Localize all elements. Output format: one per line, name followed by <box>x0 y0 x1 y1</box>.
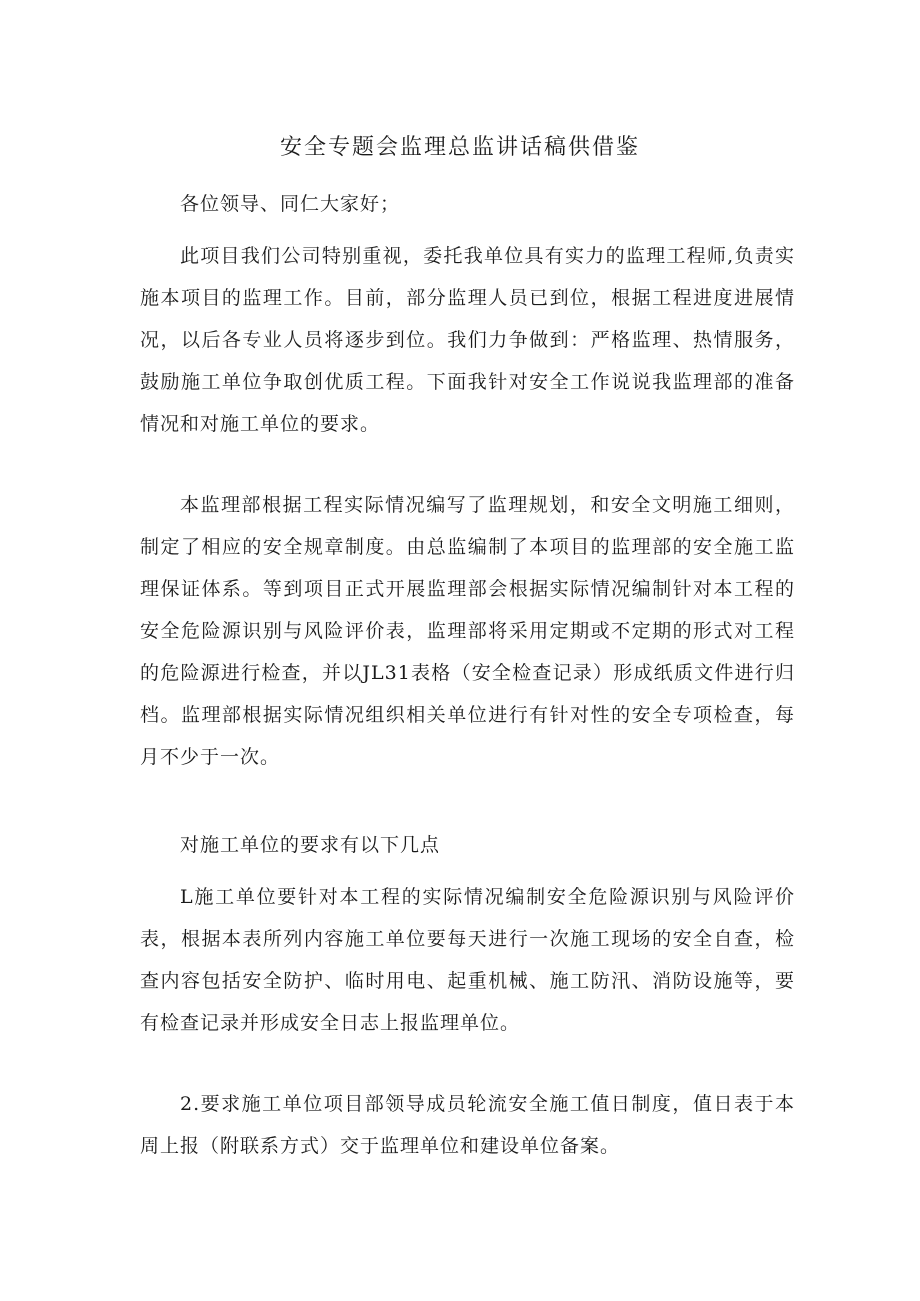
document-title: 安全专题会监理总监讲话稿供借鉴 <box>279 135 640 160</box>
requirements-heading-paragraph: 对施工单位的要求有以下几点 <box>180 834 441 856</box>
greeting-paragraph: 各位领导、同仁大家好； <box>180 193 401 215</box>
preparation-paragraph: 本监理部根据工程实际情况编写了监理规划，和安全文明施工细则，制定了相应的安全规章制度。由总监编制了本项目的监理部的安全施工监理保证体系。等到项目正式开展监理部会根据实际情况编制针对本工程的安全危险源识别与风险评价表，监理部将采用定期或不定期的形式对工程的危险源进行检查，并以JL31表格（安全检查记录）形成纸质文件进行归档。监理部根据实际情况组织相关单位进行有针对性的安全专项检查，每月不少于一次。 <box>140 494 795 768</box>
intro-paragraph: 此项目我们公司特别重视，委托我单位具有实力的监理工程师,负责实施本项目的监理工作。目前，部分监理人员已到位，根据工程进度进展情况，以后各专业人员将逐步到位。我们力争做到：严格监理、热情服务，鼓励施工单位争取创优质工程。下面我针对安全工作说说我监理部的准备情况和对施工单位的要求。 <box>140 245 795 435</box>
requirement-1-paragraph: L施工单位要针对本工程的实际情况编制安全危险源识别与风险评价表，根据本表所列内容施工单位要每天进行一次施工现场的安全自查，检查内容包括安全防护、临时用电、起重机械、施工防汛、消防设施等，要有检查记录并形成安全日志上报监理单位。 <box>140 886 795 1034</box>
requirement-2-paragraph: 2.要求施工单位项目部领导成员轮流安全施工值日制度，值日表于本周上报（附联系方式）交于监理单位和建设单位备案。 <box>140 1093 795 1157</box>
